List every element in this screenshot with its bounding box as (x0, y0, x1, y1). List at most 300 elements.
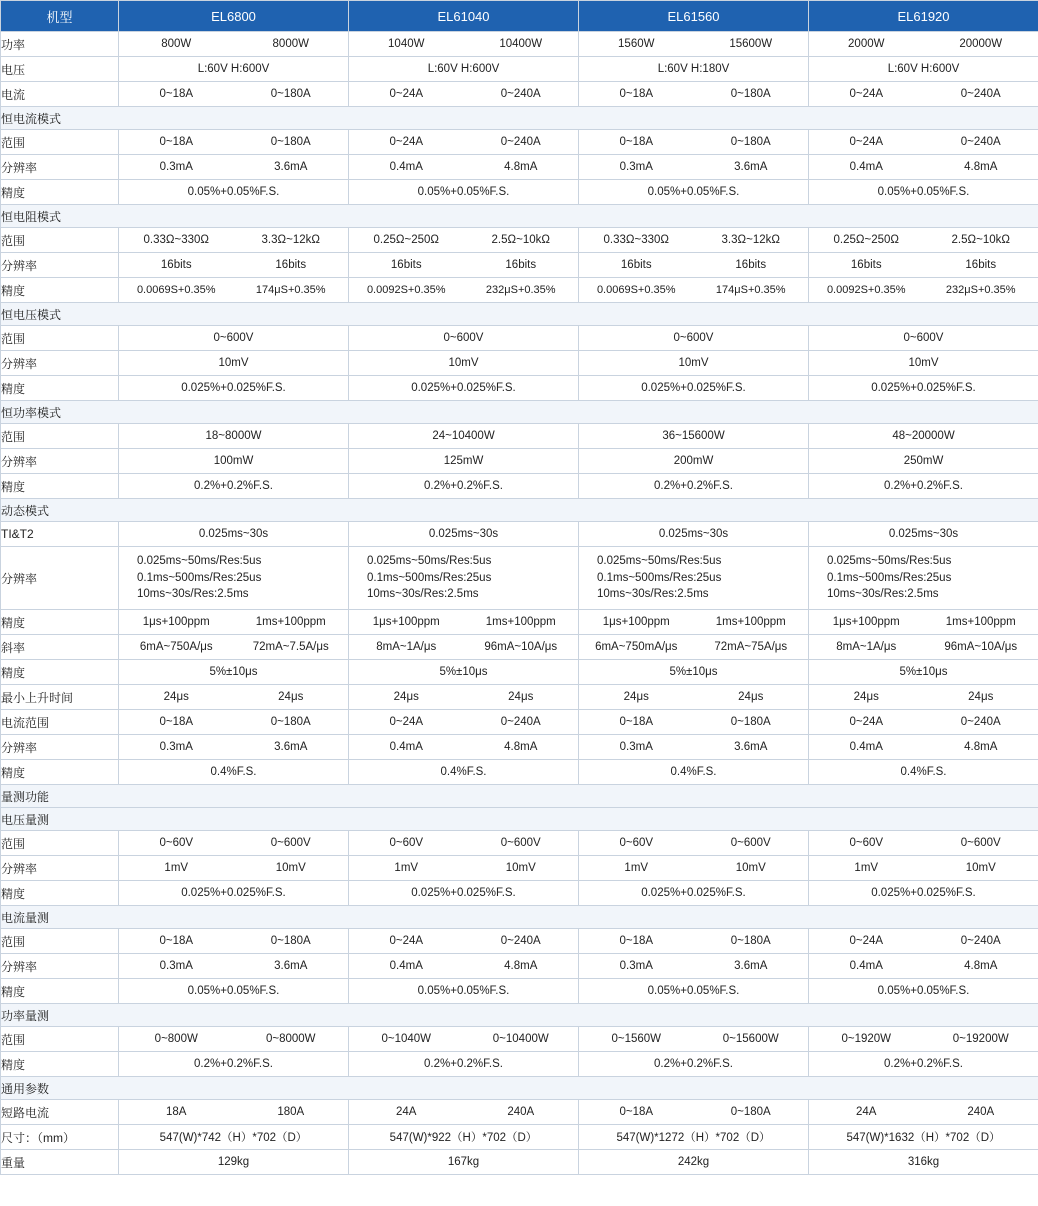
cell-text: 0.025ms~30s (428, 528, 499, 540)
cell-value (579, 635, 809, 660)
cell-value (349, 954, 579, 979)
cell-value (809, 376, 1038, 401)
cell-text: 18~8000W (205, 430, 262, 442)
cell-text: L:60V H:600V (427, 63, 500, 75)
table-row (1, 610, 1038, 635)
cell-text: 0~18A (159, 88, 194, 100)
cell-text: 180A (277, 1106, 305, 1118)
cell-pair (119, 161, 348, 173)
cell-text: 0~24A (849, 136, 884, 148)
cell-text: 174μS+0.35% (255, 284, 326, 296)
cell-text: 0~60V (159, 837, 194, 849)
cell-value (809, 278, 1038, 303)
cell-value (579, 710, 809, 735)
cell-text: 0~60V (389, 837, 424, 849)
cell-pair (119, 716, 348, 728)
cell-text: 0.4%F.S. (670, 766, 717, 778)
cell-text: 0.0092S+0.35% (826, 284, 906, 296)
cell-value (119, 449, 349, 474)
cell-text: 1040W (388, 38, 425, 50)
cell-text: 0.05%+0.05%F.S. (877, 186, 970, 198)
cell-text: 0~240A (500, 136, 541, 148)
cell-pair (349, 259, 578, 271)
cell-text: 250mW (903, 455, 944, 467)
cell-value (579, 831, 809, 856)
section-label: 恒电压模式 (1, 303, 1038, 326)
table-row (1, 155, 1038, 180)
cell-value (349, 710, 579, 735)
cell-value (349, 547, 579, 610)
cell-value (349, 1052, 579, 1077)
cell-pair (579, 862, 808, 874)
table-row (1, 376, 1038, 401)
cell-pair (349, 136, 578, 148)
cell-text: 0~800W (154, 1033, 198, 1045)
cell-text: 36~15600W (662, 430, 725, 442)
cell-text: 0~600V (903, 332, 944, 344)
row-label: 精度 (1, 180, 119, 205)
cell-value (119, 610, 349, 635)
cell-text: 0.025%+0.025%F.S. (181, 887, 286, 899)
cell-value (349, 32, 579, 57)
cell-text: 0~180A (270, 136, 311, 148)
section-label: 量测功能 (1, 785, 1038, 808)
section-label: 功率量测 (1, 1004, 1038, 1027)
cell-text: 0.2%+0.2%F.S. (654, 480, 733, 492)
cell-value (349, 278, 579, 303)
cell-value (579, 660, 809, 685)
cell-pair (119, 234, 348, 246)
cell-pair (349, 741, 578, 753)
table-row (1, 735, 1038, 760)
cell-value (809, 685, 1038, 710)
row-label: 分辨率 (1, 351, 119, 376)
cell-value (579, 1125, 809, 1150)
row-label: 分辨率 (1, 547, 119, 610)
section-label: 通用参数 (1, 1077, 1038, 1100)
cell-value (579, 685, 809, 710)
cell-value (119, 155, 349, 180)
cell-value (809, 253, 1038, 278)
cell-text: 5%±10μs (439, 666, 488, 678)
cell-value (349, 253, 579, 278)
cell-text: 200mW (673, 455, 714, 467)
cell-pair (809, 716, 1038, 728)
cell-text: 0.3mA (619, 741, 653, 753)
cell-line: 0.1ms~500ms/Res:25us (827, 571, 952, 584)
cell-value (579, 155, 809, 180)
cell-text: 0~180A (730, 1106, 771, 1118)
cell-text: 0.0069S+0.35% (136, 284, 216, 296)
cell-value (809, 954, 1038, 979)
row-label: 分辨率 (1, 954, 119, 979)
cell-value (579, 760, 809, 785)
cell-text: 2000W (848, 38, 885, 50)
cell-text: 0~18A (619, 716, 654, 728)
section-row (1, 785, 1038, 808)
cell-text: 0.05%+0.05%F.S. (647, 985, 740, 997)
row-label: 分辨率 (1, 735, 119, 760)
cell-text: 1560W (618, 38, 655, 50)
table-row (1, 1125, 1038, 1150)
cell-text: 1mV (394, 862, 419, 874)
cell-pair (119, 1033, 348, 1045)
cell-value (579, 547, 809, 610)
cell-value (809, 929, 1038, 954)
cell-text: 10mV (505, 862, 536, 874)
cell-text: 24μs (623, 691, 649, 703)
cell-value (579, 1052, 809, 1077)
cell-value (349, 228, 579, 253)
cell-text: 8mA~1A/μs (376, 641, 437, 653)
cell-pair (809, 234, 1038, 246)
cell-pair (579, 284, 808, 296)
row-label: 精度 (1, 881, 119, 906)
cell-pair (349, 38, 578, 50)
cell-text: 4.8mA (964, 161, 998, 173)
cell-value (119, 32, 349, 57)
cell-pair (579, 136, 808, 148)
cell-text: 0~15600W (722, 1033, 779, 1045)
cell-pair (349, 837, 578, 849)
cell-text: 0~60V (849, 837, 884, 849)
cell-pair (349, 935, 578, 947)
cell-value (809, 155, 1038, 180)
cell-text: 72mA~7.5A/μs (252, 641, 329, 653)
cell-text: 48~20000W (892, 430, 955, 442)
cell-text: 24A (396, 1106, 417, 1118)
table-row (1, 635, 1038, 660)
cell-pair (809, 741, 1038, 753)
table-row (1, 474, 1038, 499)
cell-value (119, 522, 349, 547)
header-model-0: EL6800 (119, 1, 349, 32)
cell-text: 0~18A (619, 136, 654, 148)
cell-pair (349, 88, 578, 100)
cell-value (349, 979, 579, 1004)
cell-text: 16bits (505, 259, 537, 271)
row-label: 短路电流 (1, 1100, 119, 1125)
cell-value (809, 979, 1038, 1004)
cell-value (119, 831, 349, 856)
cell-text: 3.6mA (734, 960, 768, 972)
cell-value (809, 180, 1038, 205)
cell-value (809, 1027, 1038, 1052)
cell-value (119, 735, 349, 760)
cell-value (579, 449, 809, 474)
row-label: 精度 (1, 376, 119, 401)
cell-value (119, 929, 349, 954)
cell-value (349, 735, 579, 760)
cell-text: 24μs (508, 691, 534, 703)
cell-text: 0~18A (159, 716, 194, 728)
cell-text: 129kg (217, 1156, 250, 1168)
table-row (1, 979, 1038, 1004)
cell-value (119, 856, 349, 881)
cell-text: 24μs (968, 691, 994, 703)
cell-value (349, 449, 579, 474)
cell-value (119, 376, 349, 401)
row-label: 范围 (1, 1027, 119, 1052)
cell-value (119, 351, 349, 376)
cell-pair (809, 284, 1038, 296)
cell-value (119, 1100, 349, 1125)
cell-text: 0.0092S+0.35% (366, 284, 446, 296)
table-row (1, 710, 1038, 735)
cell-text: 0~18A (619, 935, 654, 947)
row-label: 电流 (1, 82, 119, 107)
cell-text: 242kg (677, 1156, 710, 1168)
cell-text: 24μs (393, 691, 419, 703)
cell-value (349, 424, 579, 449)
cell-value (119, 1052, 349, 1077)
cell-value (349, 155, 579, 180)
cell-value (349, 130, 579, 155)
cell-text: 0.4mA (849, 161, 883, 173)
row-label: 分辨率 (1, 449, 119, 474)
cell-value (119, 253, 349, 278)
cell-pair (119, 38, 348, 50)
cell-text: 0.25Ω~250Ω (373, 234, 439, 246)
cell-text: 0~24A (389, 136, 424, 148)
cell-multiline (119, 553, 348, 603)
cell-value (579, 228, 809, 253)
cell-text: 0~19200W (952, 1033, 1009, 1045)
cell-text: 0.025%+0.025%F.S. (411, 382, 516, 394)
cell-text: 10mV (965, 862, 996, 874)
cell-value (119, 1150, 349, 1175)
table-row (1, 685, 1038, 710)
cell-value (579, 376, 809, 401)
cell-pair (349, 284, 578, 296)
cell-value (809, 32, 1038, 57)
cell-value (579, 1027, 809, 1052)
cell-value (119, 685, 349, 710)
cell-value (119, 1027, 349, 1052)
row-label: 功率 (1, 32, 119, 57)
cell-text: 232μS+0.35% (945, 284, 1016, 296)
cell-text: 4.8mA (504, 960, 538, 972)
row-label: 精度 (1, 610, 119, 635)
cell-text: L:60V H:600V (197, 63, 270, 75)
cell-pair (809, 259, 1038, 271)
cell-text: 0~240A (960, 935, 1001, 947)
table-row (1, 881, 1038, 906)
cell-text: 0.33Ω~330Ω (143, 234, 209, 246)
cell-text: 0~180A (730, 136, 771, 148)
cell-value (809, 424, 1038, 449)
cell-value (349, 522, 579, 547)
cell-value (809, 881, 1038, 906)
cell-text: 16bits (735, 259, 767, 271)
cell-text: 10400W (499, 38, 543, 50)
section-label: 动态模式 (1, 499, 1038, 522)
cell-text: 8000W (272, 38, 309, 50)
cell-value (349, 351, 579, 376)
cell-value (119, 424, 349, 449)
section-label: 电流量测 (1, 906, 1038, 929)
table-row (1, 1100, 1038, 1125)
cell-line: 10ms~30s/Res:2.5ms (597, 588, 709, 601)
cell-pair (579, 88, 808, 100)
row-label: 精度 (1, 760, 119, 785)
cell-pair (349, 161, 578, 173)
cell-value (579, 979, 809, 1004)
row-label: TI&T2 (1, 522, 119, 547)
cell-text: 0~600V (730, 837, 771, 849)
cell-text: 20000W (959, 38, 1003, 50)
cell-text: 0~18A (619, 88, 654, 100)
cell-text: 0~1560W (611, 1033, 662, 1045)
cell-value (349, 57, 579, 82)
cell-text: 0.05%+0.05%F.S. (647, 186, 740, 198)
cell-pair (809, 641, 1038, 653)
cell-value (119, 326, 349, 351)
table-row (1, 954, 1038, 979)
cell-value (579, 130, 809, 155)
cell-text: 10mV (218, 357, 249, 369)
cell-value (349, 180, 579, 205)
cell-pair (809, 691, 1038, 703)
cell-value (809, 635, 1038, 660)
cell-text: 0.3mA (619, 960, 653, 972)
cell-text: 0.025ms~30s (658, 528, 729, 540)
cell-pair (579, 234, 808, 246)
cell-pair (809, 935, 1038, 947)
cell-value (809, 474, 1038, 499)
cell-text: 0.2%+0.2%F.S. (654, 1058, 733, 1070)
cell-text: 1μs+100ppm (832, 616, 900, 628)
cell-value (579, 32, 809, 57)
cell-text: 1mV (624, 862, 649, 874)
row-label: 电压 (1, 57, 119, 82)
cell-value (809, 228, 1038, 253)
cell-text: 24μs (163, 691, 189, 703)
cell-pair (809, 88, 1038, 100)
cell-value (809, 660, 1038, 685)
cell-text: 10mV (275, 862, 306, 874)
cell-text: 0~18A (159, 136, 194, 148)
cell-text: 16bits (160, 259, 192, 271)
cell-text: 15600W (729, 38, 773, 50)
cell-text: 3.3Ω~12kΩ (261, 234, 320, 246)
row-label: 范围 (1, 929, 119, 954)
table-row (1, 351, 1038, 376)
cell-text: 4.8mA (964, 960, 998, 972)
cell-text: 0.4mA (849, 960, 883, 972)
cell-text: 96mA~10A/μs (944, 641, 1018, 653)
cell-text: 0.025%+0.025%F.S. (641, 887, 746, 899)
cell-value (579, 57, 809, 82)
cell-text: 0~24A (849, 935, 884, 947)
cell-pair (349, 1106, 578, 1118)
cell-pair (119, 136, 348, 148)
cell-pair (579, 935, 808, 947)
table-row (1, 760, 1038, 785)
cell-text: 0.025%+0.025%F.S. (641, 382, 746, 394)
cell-value (579, 881, 809, 906)
cell-text: 0.025%+0.025%F.S. (411, 887, 516, 899)
cell-text: 0~24A (849, 716, 884, 728)
section-row (1, 401, 1038, 424)
row-label: 斜率 (1, 635, 119, 660)
cell-text: 0.4mA (849, 741, 883, 753)
cell-value (119, 278, 349, 303)
cell-pair (119, 284, 348, 296)
cell-multiline (579, 553, 808, 603)
row-label: 精度 (1, 1052, 119, 1077)
cell-pair (349, 641, 578, 653)
cell-value (809, 831, 1038, 856)
cell-value (349, 610, 579, 635)
cell-text: 0~240A (500, 935, 541, 947)
cell-text: 1ms+100ppm (715, 616, 786, 628)
cell-value (809, 130, 1038, 155)
cell-text: 0.2%+0.2%F.S. (884, 1058, 963, 1070)
cell-value (119, 1125, 349, 1150)
cell-text: 0.3mA (159, 161, 193, 173)
cell-value (579, 351, 809, 376)
cell-text: 4.8mA (504, 741, 538, 753)
row-label: 最小上升时间 (1, 685, 119, 710)
cell-text: 167kg (447, 1156, 480, 1168)
table-row (1, 449, 1038, 474)
table-row (1, 32, 1038, 57)
section-row (1, 808, 1038, 831)
cell-pair (809, 136, 1038, 148)
cell-text: 4.8mA (504, 161, 538, 173)
table-row (1, 253, 1038, 278)
row-label: 精度 (1, 979, 119, 1004)
cell-value (809, 735, 1038, 760)
cell-value (809, 710, 1038, 735)
cell-pair (579, 716, 808, 728)
cell-text: 174μS+0.35% (715, 284, 786, 296)
cell-text: 1ms+100ppm (945, 616, 1016, 628)
cell-text: 6mA~750A/μs (139, 641, 213, 653)
cell-text: 0.025%+0.025%F.S. (181, 382, 286, 394)
row-label: 尺寸：（mm） (1, 1125, 119, 1150)
cell-text: 0.4%F.S. (900, 766, 947, 778)
cell-pair (349, 616, 578, 628)
cell-value (349, 1150, 579, 1175)
cell-text: 0~180A (270, 935, 311, 947)
cell-value (809, 856, 1038, 881)
cell-line: 0.1ms~500ms/Res:25us (597, 571, 722, 584)
cell-value (809, 82, 1038, 107)
cell-text: 0~24A (389, 88, 424, 100)
cell-value (349, 929, 579, 954)
cell-text: 3.6mA (734, 741, 768, 753)
cell-pair (119, 641, 348, 653)
cell-text: 0~1040W (381, 1033, 432, 1045)
cell-text: 0.05%+0.05%F.S. (417, 985, 510, 997)
cell-text: 96mA~10A/μs (484, 641, 558, 653)
cell-line: 0.025ms~50ms/Res:5us (827, 554, 952, 567)
cell-text: 547(W)*1272（H）*702（D） (616, 1132, 771, 1144)
cell-value (119, 474, 349, 499)
cell-text: 0~240A (500, 88, 541, 100)
row-label: 范围 (1, 228, 119, 253)
cell-line: 10ms~30s/Res:2.5ms (367, 588, 479, 601)
cell-text: 0~180A (270, 716, 311, 728)
cell-text: 0~1920W (841, 1033, 892, 1045)
cell-value (349, 760, 579, 785)
cell-text: L:60V H:600V (887, 63, 960, 75)
cell-text: L:60V H:180V (657, 63, 730, 75)
cell-pair (349, 234, 578, 246)
cell-value (349, 660, 579, 685)
